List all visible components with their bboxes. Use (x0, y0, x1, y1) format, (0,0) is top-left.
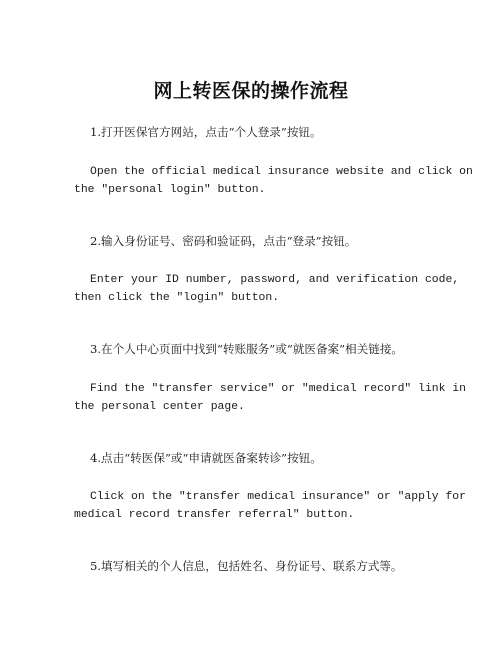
step-2-english-line-2: then click the "login" button. (74, 292, 280, 304)
step-1-english-line-1: Open the official medical insurance website and click on (90, 166, 473, 178)
step-2-english-line-1: Enter your ID number, password, and verification code, (90, 274, 460, 286)
step-3-english (74, 380, 474, 416)
document-title: 网上转医保的操作流程 (153, 80, 349, 102)
step-3-english-line-2: the personal center page. (74, 401, 245, 413)
step-1-english (74, 163, 474, 199)
step-4-english-line-2: medical record transfer referral" button. (74, 509, 355, 521)
step-1-english-line-2: the "personal login" button. (74, 184, 266, 196)
step-5-chinese: 5.填写相关的个人信息，包括姓名、身份证号、联系方式等。 (90, 559, 403, 573)
step-4-english-line-1: Click on the "transfer medical insurance" or "apply for (90, 491, 466, 503)
step-2-english (74, 271, 474, 307)
step-4-chinese: 4.点击“转医保”或“申请就医备案转诊”按钮。 (90, 451, 322, 465)
step-3-english-line-1: Find the "transfer service" or "medical record" link in (90, 383, 466, 395)
step-2-chinese: 2.输入身份证号、密码和验证码，点击“登录”按钮。 (90, 234, 357, 248)
step-4-english (74, 488, 474, 524)
step-3-chinese: 3.在个人中心页面中找到“转账服务”或“就医备案”相关链接。 (90, 342, 404, 356)
step-1-chinese: 1.打开医保官方网站，点击“个人登录”按钮。 (90, 125, 322, 139)
